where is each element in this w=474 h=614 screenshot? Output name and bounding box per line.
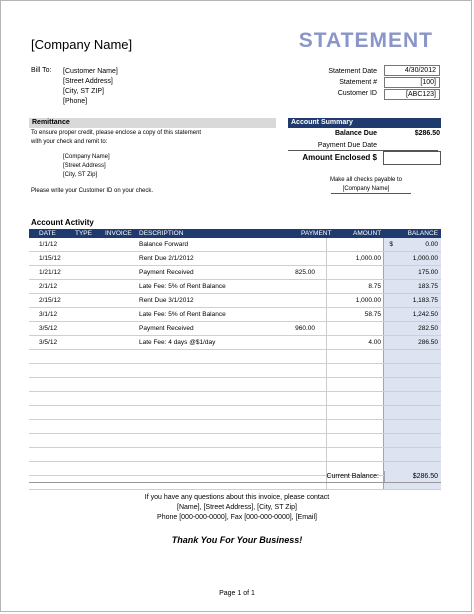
row-payment: 825.00 — [295, 269, 315, 276]
activity-table — [29, 229, 441, 490]
payment-due-label: Payment Due Date — [317, 142, 377, 149]
remittance-address-line: [Street Address] — [63, 163, 106, 169]
table-row — [29, 364, 441, 378]
row-description: Late Fee: 5% of Rent Balance — [139, 311, 226, 318]
balance-column-cell — [383, 434, 441, 447]
contact-line: [Name], [Street Address], [City, ST Zip] — [177, 504, 297, 511]
row-date: 2/15/12 — [39, 297, 61, 304]
row-amount: 1,000.00 — [355, 255, 381, 262]
company-name: [Company Name] — [31, 37, 133, 52]
row-amount: 1,000.00 — [355, 297, 381, 304]
amount-column-cell — [326, 406, 384, 419]
amount-column-cell — [326, 238, 384, 251]
row-balance: 0.00 — [425, 241, 438, 248]
col-type: TYPE — [75, 230, 92, 237]
row-amount: 4.00 — [368, 339, 381, 346]
balance-due-label: Balance Due — [334, 130, 377, 137]
row-payment: 960.00 — [295, 325, 315, 332]
amount-column-cell — [326, 350, 384, 363]
remittance-intro-line: To ensure proper credit, please enclose a copy of this statement — [31, 130, 202, 136]
checks-payable-underline — [331, 193, 411, 194]
col-invoice: INVOICE — [105, 230, 132, 237]
amount-column-cell — [326, 420, 384, 433]
balance-due-value: $286.50 — [414, 130, 440, 137]
activity-rows — [29, 238, 441, 490]
bill-to-label: Bill To: — [31, 67, 52, 74]
table-row — [29, 378, 441, 392]
table-row — [29, 434, 441, 448]
statement-meta-labels — [291, 67, 377, 100]
row-description: Balance Forward — [139, 241, 189, 248]
row-description: Late Fee: 4 days @$1/day — [139, 339, 216, 346]
bill-to-line: [Phone] — [63, 98, 88, 105]
row-date: 3/5/12 — [39, 339, 58, 346]
amount-column-cell — [326, 322, 384, 335]
table-row — [29, 238, 441, 252]
bill-to-line: [Customer Name] — [63, 68, 118, 75]
row-date: 1/15/12 — [39, 255, 61, 262]
col-amount: AMOUNT — [353, 230, 382, 237]
contact-line: Phone [000-000-0000], Fax [000-000-0000], [Email] — [157, 514, 317, 521]
bill-to-line: [City, ST ZIP] — [63, 88, 104, 95]
contact-info — [1, 493, 473, 523]
amount-column-cell — [326, 266, 384, 279]
amount-column-cell — [326, 364, 384, 377]
amount-column-cell — [326, 378, 384, 391]
balance-column-cell — [383, 420, 441, 433]
account-summary-heading: Account Summary — [288, 118, 441, 128]
row-date: 1/21/12 — [39, 269, 61, 276]
statement-meta-values — [384, 65, 440, 101]
amount-enclosed-input[interactable] — [383, 151, 441, 165]
table-row — [29, 336, 441, 350]
table-row — [29, 266, 441, 280]
table-row — [29, 294, 441, 308]
meta-label: Customer ID — [337, 90, 377, 97]
row-balance: 286.50 — [418, 339, 438, 346]
row-amount: 8.75 — [368, 283, 381, 290]
table-row — [29, 392, 441, 406]
row-date: 3/5/12 — [39, 325, 58, 332]
row-description: Rent Due 2/1/2012 — [139, 255, 194, 262]
customer-id-field[interactable]: [ABC123] — [384, 89, 440, 100]
balance-column-cell — [383, 448, 441, 461]
balance-column-cell — [383, 364, 441, 377]
row-balance: 1,000.00 — [412, 255, 438, 262]
meta-label: Statement # — [339, 79, 377, 86]
row-amount: 58.75 — [364, 311, 381, 318]
row-balance-symbol: $ — [389, 241, 393, 248]
row-description: Payment Received — [139, 325, 194, 332]
row-balance: 183.75 — [418, 283, 438, 290]
balance-column-cell — [383, 406, 441, 419]
balance-column-cell — [383, 378, 441, 391]
table-row — [29, 252, 441, 266]
checks-payable-label: Make all checks payable to — [329, 177, 403, 183]
row-date: 2/1/12 — [39, 283, 58, 290]
row-description: Rent Due 3/1/2012 — [139, 297, 194, 304]
remittance-address-line: [Company Name] — [63, 154, 110, 160]
amount-column-cell — [326, 434, 384, 447]
balance-column-cell — [383, 392, 441, 405]
remittance-heading: Remittance — [29, 118, 276, 128]
checks-payable-to: [Company Name] — [342, 186, 390, 192]
current-balance-value: $286.50 — [384, 471, 441, 482]
row-balance: 1,183.75 — [412, 297, 438, 304]
account-activity-heading: Account Activity — [31, 218, 94, 227]
col-balance: BALANCE — [407, 230, 438, 237]
statement-number-field[interactable]: [100] — [384, 77, 440, 88]
table-row — [29, 406, 441, 420]
row-balance: 282.50 — [418, 325, 438, 332]
bill-to-line: [Street Address] — [63, 78, 113, 85]
row-balance: 1,242.50 — [412, 311, 438, 318]
page-number: Page 1 of 1 — [219, 590, 255, 597]
amount-enclosed-label: Amount Enclosed $ — [302, 153, 377, 162]
table-row — [29, 350, 441, 364]
bill-to-address — [63, 67, 118, 107]
col-description: DESCRIPTION — [139, 230, 184, 237]
remittance-intro — [31, 129, 201, 147]
col-date: DATE — [39, 230, 56, 237]
meta-label: Statement Date — [328, 68, 377, 75]
activity-table-header — [29, 229, 441, 238]
remittance-address — [63, 153, 110, 180]
row-description: Late Fee: 5% of Rent Balance — [139, 283, 226, 290]
thank-you-message: Thank You For Your Business! — [171, 535, 303, 545]
table-row — [29, 280, 441, 294]
row-balance: 175.00 — [418, 269, 438, 276]
remittance-intro-line: with your check and remit to: — [31, 139, 108, 145]
table-row — [29, 322, 441, 336]
contact-line: If you have any questions about this invoice, please contact — [144, 494, 330, 501]
row-description: Payment Received — [139, 269, 194, 276]
row-date: 3/1/12 — [39, 311, 58, 318]
table-row — [29, 420, 441, 434]
table-row — [29, 448, 441, 462]
table-row — [29, 308, 441, 322]
statement-title: STATEMENT — [298, 29, 433, 52]
current-balance-label: Current Balance: — [326, 473, 379, 480]
statement-date-field[interactable]: 4/30/2012 — [384, 65, 440, 76]
amount-column-cell — [326, 448, 384, 461]
row-date: 1/1/12 — [39, 241, 58, 248]
current-balance-row — [29, 471, 441, 483]
balance-column-cell — [383, 350, 441, 363]
remittance-note: Please write your Customer ID on your check. — [31, 188, 154, 194]
remittance-address-line: [City, ST Zip] — [63, 172, 98, 178]
col-payment: PAYMENT — [301, 230, 332, 237]
amount-column-cell — [326, 392, 384, 405]
